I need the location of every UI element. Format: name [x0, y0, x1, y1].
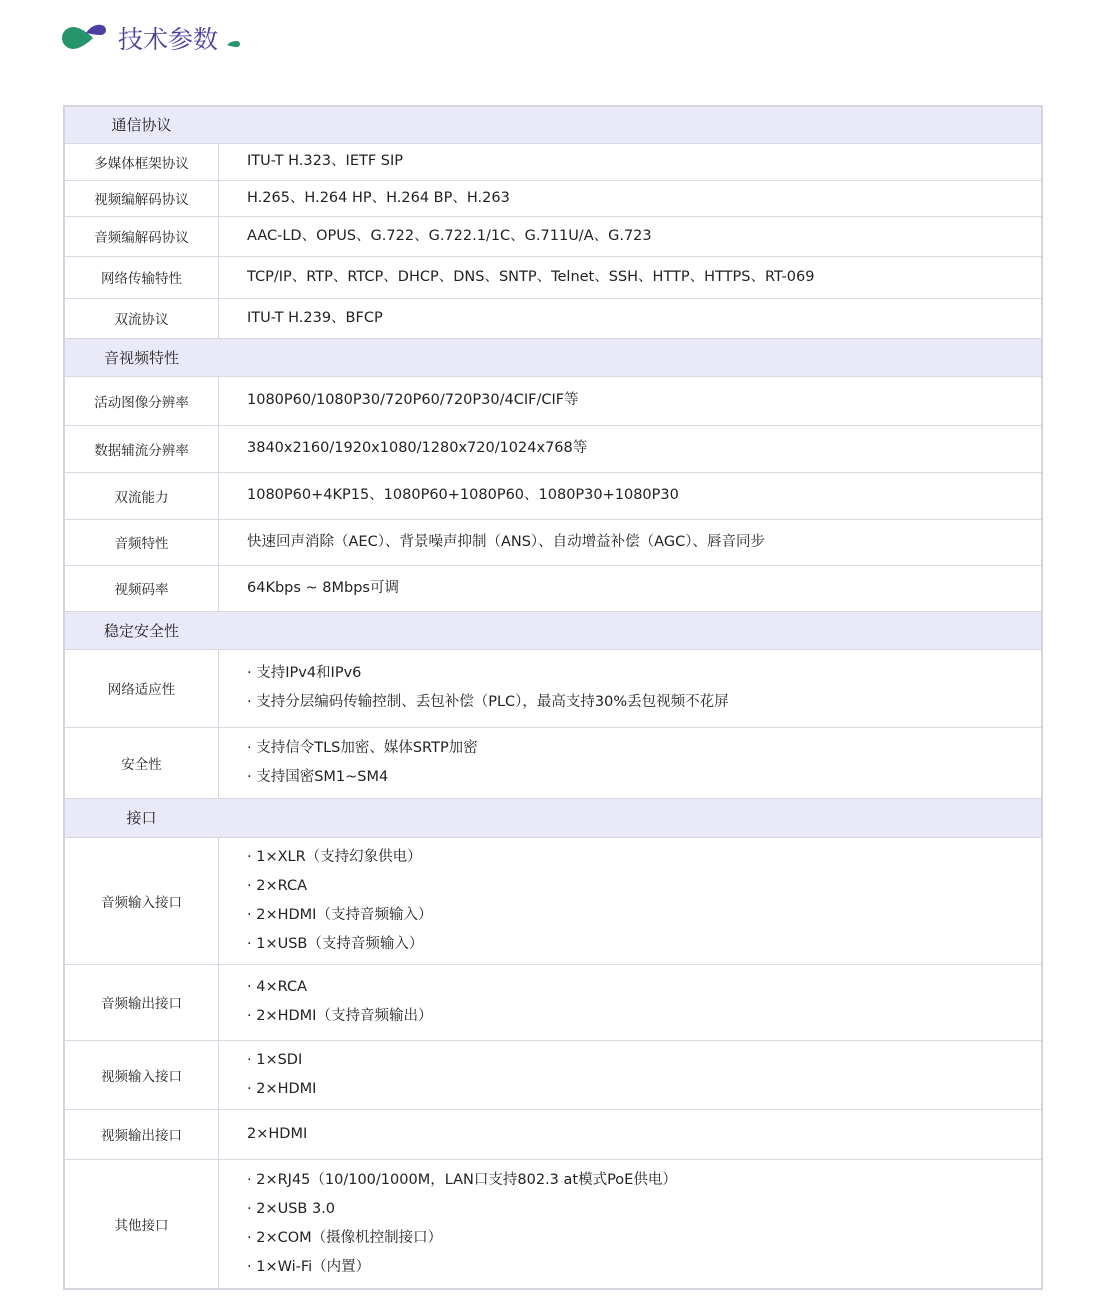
spec-value: 1080P60+4KP15、1080P60+1080P60、1080P30+1080P30 [247, 487, 679, 503]
logo-icon [60, 23, 108, 53]
table-row [64, 1040, 1042, 1109]
spec-value: ITU-T H.239、BFCP [247, 309, 383, 326]
table-row [64, 727, 1042, 798]
spec-value: H.265、H.264 HP、H.264 BP、H.263 [247, 189, 510, 206]
table-row [64, 180, 1042, 216]
spec-values [219, 472, 1043, 519]
spec-value: 3840x2160/1920x1080/1280x720/1024x768等 [247, 440, 588, 456]
spec-values [219, 1109, 1043, 1159]
spec-values [219, 727, 1043, 798]
section-name: 音视频特性 [103, 348, 179, 367]
spec-label: 视频编解码协议 [64, 180, 219, 216]
spec-value: · 支持国密SM1~SM4 [247, 768, 389, 785]
spec-value: · 2×HDMI [247, 1080, 317, 1097]
spec-label: 视频输入接口 [64, 1040, 219, 1109]
spec-label: 数据辅流分辨率 [64, 425, 219, 472]
spec-value: 1080P60/1080P30/720P60/720P30/4CIF/CIF等 [247, 392, 579, 408]
spec-label: 音频输出接口 [64, 964, 219, 1040]
spec-values [219, 180, 1043, 216]
spec-values [219, 519, 1043, 565]
spec-value: · 1×XLR（支持幻象供电） [247, 848, 422, 865]
spec-label: 双流协议 [64, 298, 219, 338]
spec-label: 网络适应性 [64, 649, 219, 727]
spec-value: · 2×RJ45（10/100/1000M，LAN口支持802.3 at模式PoE供电） [247, 1171, 677, 1188]
spec-value: · 2×USB 3.0 [247, 1200, 336, 1217]
spec-label: 音频输入接口 [64, 837, 219, 964]
table-row [64, 1109, 1042, 1159]
spec-values [219, 1040, 1043, 1109]
spec-table [63, 105, 1043, 1290]
spec-label: 双流能力 [64, 472, 219, 519]
spec-value: · 4×RCA [247, 979, 307, 995]
spec-value: · 支持IPv4和IPv6 [247, 665, 362, 681]
spec-value: · 1×Wi-Fi（内置） [247, 1258, 371, 1275]
section-name: 通信协议 [111, 116, 172, 135]
table-row [64, 519, 1042, 565]
spec-value: 64Kbps ~ 8Mbps可调 [247, 579, 399, 596]
leaf-dot-icon [226, 38, 240, 52]
section-name: 稳定安全性 [103, 621, 179, 640]
spec-values [219, 216, 1043, 256]
spec-label: 音频编解码协议 [64, 216, 219, 256]
table-row [64, 649, 1042, 727]
table-row [64, 256, 1042, 298]
page-title: 技术参数 [118, 25, 219, 54]
spec-value: · 2×RCA [247, 877, 307, 894]
section-header [64, 338, 1042, 376]
table-row [64, 1159, 1042, 1289]
spec-value: · 1×SDI [247, 1051, 303, 1068]
spec-value: · 2×COM（摄像机控制接口） [247, 1229, 443, 1246]
spec-value: · 支持分层编码传输控制、丢包补偿（PLC），最高支持30%丢包视频不花屏 [247, 694, 729, 710]
spec-value: 2×HDMI [247, 1125, 308, 1142]
spec-value: AAC-LD、OPUS、G.722、G.722.1/1C、G.711U/A、G.723 [247, 227, 652, 244]
table-row [64, 298, 1042, 338]
section-header [64, 798, 1042, 837]
table-row [64, 565, 1042, 611]
table-row [64, 216, 1042, 256]
section-header [64, 611, 1042, 649]
section-header [64, 106, 1042, 143]
spec-values [219, 256, 1043, 298]
spec-values [219, 565, 1043, 611]
spec-label: 网络传输特性 [64, 256, 219, 298]
spec-values [219, 425, 1043, 472]
spec-label: 多媒体框架协议 [64, 143, 219, 180]
spec-label: 视频输出接口 [64, 1109, 219, 1159]
table-row [64, 964, 1042, 1040]
spec-values [219, 376, 1043, 425]
spec-values [219, 298, 1043, 338]
spec-values [219, 143, 1043, 180]
spec-values [219, 837, 1043, 964]
spec-values [219, 649, 1043, 727]
spec-label: 安全性 [64, 727, 219, 798]
spec-label: 活动图像分辨率 [64, 376, 219, 425]
spec-values [219, 964, 1043, 1040]
spec-label: 视频码率 [64, 565, 219, 611]
section-title [60, 16, 240, 60]
table-row [64, 472, 1042, 519]
spec-value: · 支持信令TLS加密、媒体SRTP加密 [247, 739, 478, 756]
spec-value: TCP/IP、RTP、RTCP、DHCP、DNS、SNTP、Telnet、SSH、HTTP、HTTPS、RT-069 [247, 268, 815, 285]
spec-value: ITU-T H.323、IETF SIP [247, 153, 404, 169]
spec-value: · 2×HDMI（支持音频输出） [247, 1008, 433, 1024]
table-row [64, 376, 1042, 425]
section-name: 接口 [126, 809, 157, 827]
spec-label: 其他接口 [64, 1159, 219, 1289]
spec-values [219, 1159, 1043, 1289]
spec-value: · 2×HDMI（支持音频输入） [247, 906, 433, 923]
table-row [64, 837, 1042, 964]
table-row [64, 425, 1042, 472]
spec-value: · 1×USB（支持音频输入） [247, 935, 424, 952]
table-row [64, 143, 1042, 180]
spec-value: 快速回声消除（AEC）、背景噪声抑制（ANS）、自动增益补偿（AGC）、唇音同步 [247, 533, 765, 550]
spec-label: 音频特性 [64, 519, 219, 565]
